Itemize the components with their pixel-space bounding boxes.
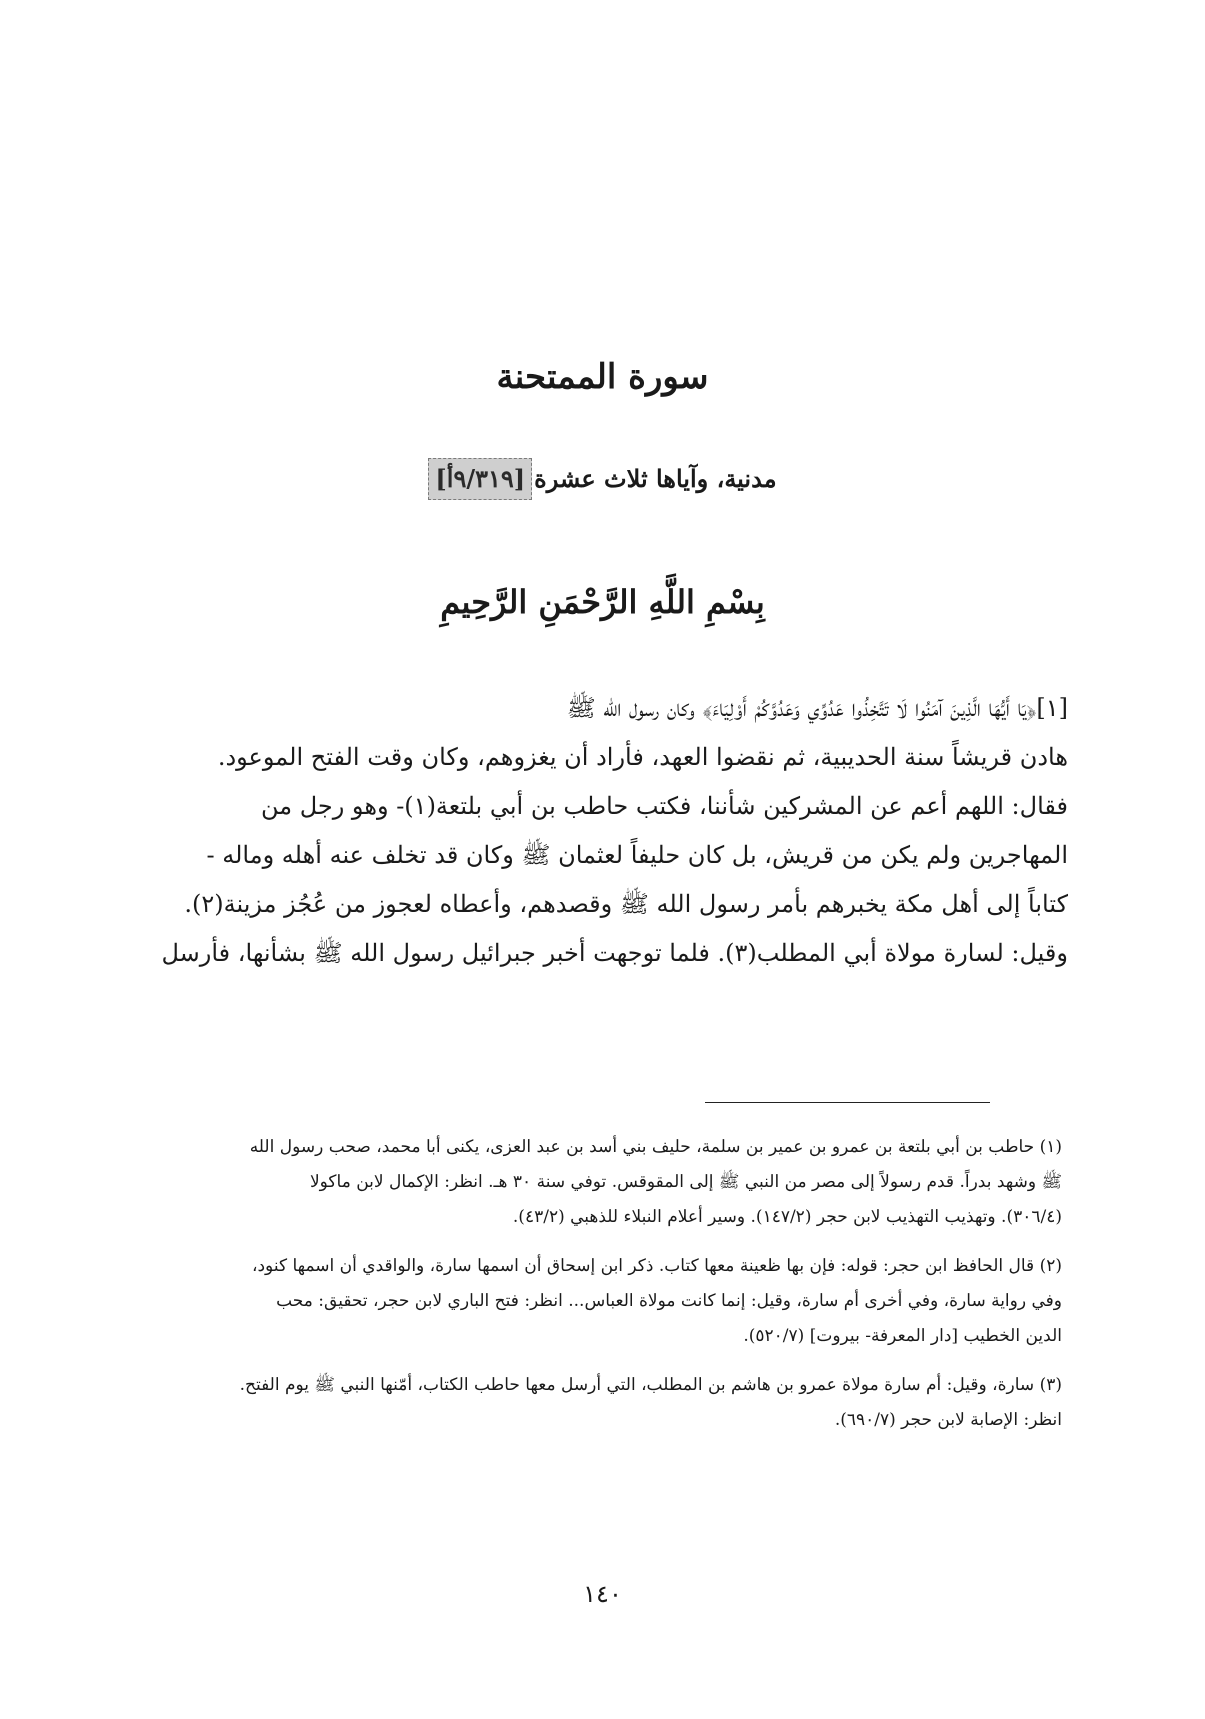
main-text-line: كتاباً إلى أهل مكة يخبرهم بأمر رسول الله ﷺ وقصدهم، وأعطاه لعجوز من عُجُز مزينة(٢).: [184, 890, 1068, 918]
footnote-line: ﷺ وشهد بدراً. قدم رسولاً إلى مصر من النبي ﷺ إلى المقوقس. توفي سنة ٣٠ هـ. انظر: الإكمال لابن ماكولا: [309, 1172, 1062, 1192]
footnote-line: (٣) سارة، وقيل: أم سارة مولاة عمرو بن هاشم بن المطلب، التي أرسل معها حاطب الكتاب، أمّنها النبي ﷺ يوم الفتح.: [239, 1375, 1062, 1395]
footnote-3: [140, 1368, 1062, 1438]
surah-title: سورة الممتحنة: [496, 357, 709, 397]
subtitle-text: مدنية، وآياها ثلاث عشرة: [534, 464, 777, 493]
main-text-line: المهاجرين ولم يكن من قريش، بل كان حليفاً لعثمان ﷺ وكان قد تخلف عنه أهله وماله -: [206, 841, 1068, 869]
footnote-line: (٣٠٦/٤). وتهذيب التهذيب لابن حجر (١٤٧/٢). وسير أعلام النبلاء للذهبي (٤٣/٢).: [512, 1207, 1062, 1227]
reference-tag: [٩/٣١٩أ]: [428, 458, 532, 500]
main-text-line: وقيل: لسارة مولاة أبي المطلب(٣). فلما توجهت أخبر جبرائيل رسول الله ﷺ بشأنها، فأرسل: [161, 939, 1068, 967]
main-text: [128, 684, 1068, 978]
surah-subtitle: [0, 458, 1205, 500]
main-text-line: فقال: اللهم أعم عن المشركين شأننا، فكتب حاطب بن أبي بلتعة(١)- وهو رجل من: [260, 792, 1068, 820]
main-text-line: هادن قريشاً سنة الحديبية، ثم نقضوا العهد، فأراد أن يغزوهم، وكان وقت الفتح الموعود.: [217, 743, 1068, 771]
footnote-line: انظر: الإصابة لابن حجر (٦٩٠/٧).: [834, 1410, 1062, 1430]
footnote-line: (١) حاطب بن أبي بلتعة بن عمرو بن عمير بن سلمة، حليف بني أسد بن عبد العزى، يكنى أبا محمد، صحب رسول الله: [249, 1137, 1062, 1157]
footnotes: [140, 1130, 1062, 1452]
footnote-line: الدين الخطيب [دار المعرفة- بيروت] (٥٢٠/٧).: [743, 1326, 1062, 1346]
basmala: بِسْمِ اللَّهِ الرَّحْمَنِ الرَّحِيمِ: [440, 583, 765, 621]
main-text-line: [١]﴿يَا أَيُّهَا الَّذِينَ آمَنُوا لَا تَتَّخِذُوا عَدُوِّي وَعَدُوَّكُمْ أَوْلِيَاءَ﴾ وكان رسول الله ﷺ: [566, 694, 1068, 722]
footnote-separator: [705, 1102, 990, 1103]
page-number: ١٤٠: [583, 1580, 622, 1608]
footnote-1: [140, 1130, 1062, 1235]
footnote-line: (٢) قال الحافظ ابن حجر: قوله: فإن بها ظعينة معها كتاب. ذكر ابن إسحاق أن اسمها سارة، والواقدي أن اسمها كنود،: [251, 1256, 1062, 1276]
footnote-line: وفي رواية سارة، وفي أخرى أم سارة، وقيل: إنما كانت مولاة العباس... انظر: فتح الباري لابن حجر، تحقيق: محب: [276, 1291, 1062, 1311]
footnote-2: [140, 1249, 1062, 1354]
